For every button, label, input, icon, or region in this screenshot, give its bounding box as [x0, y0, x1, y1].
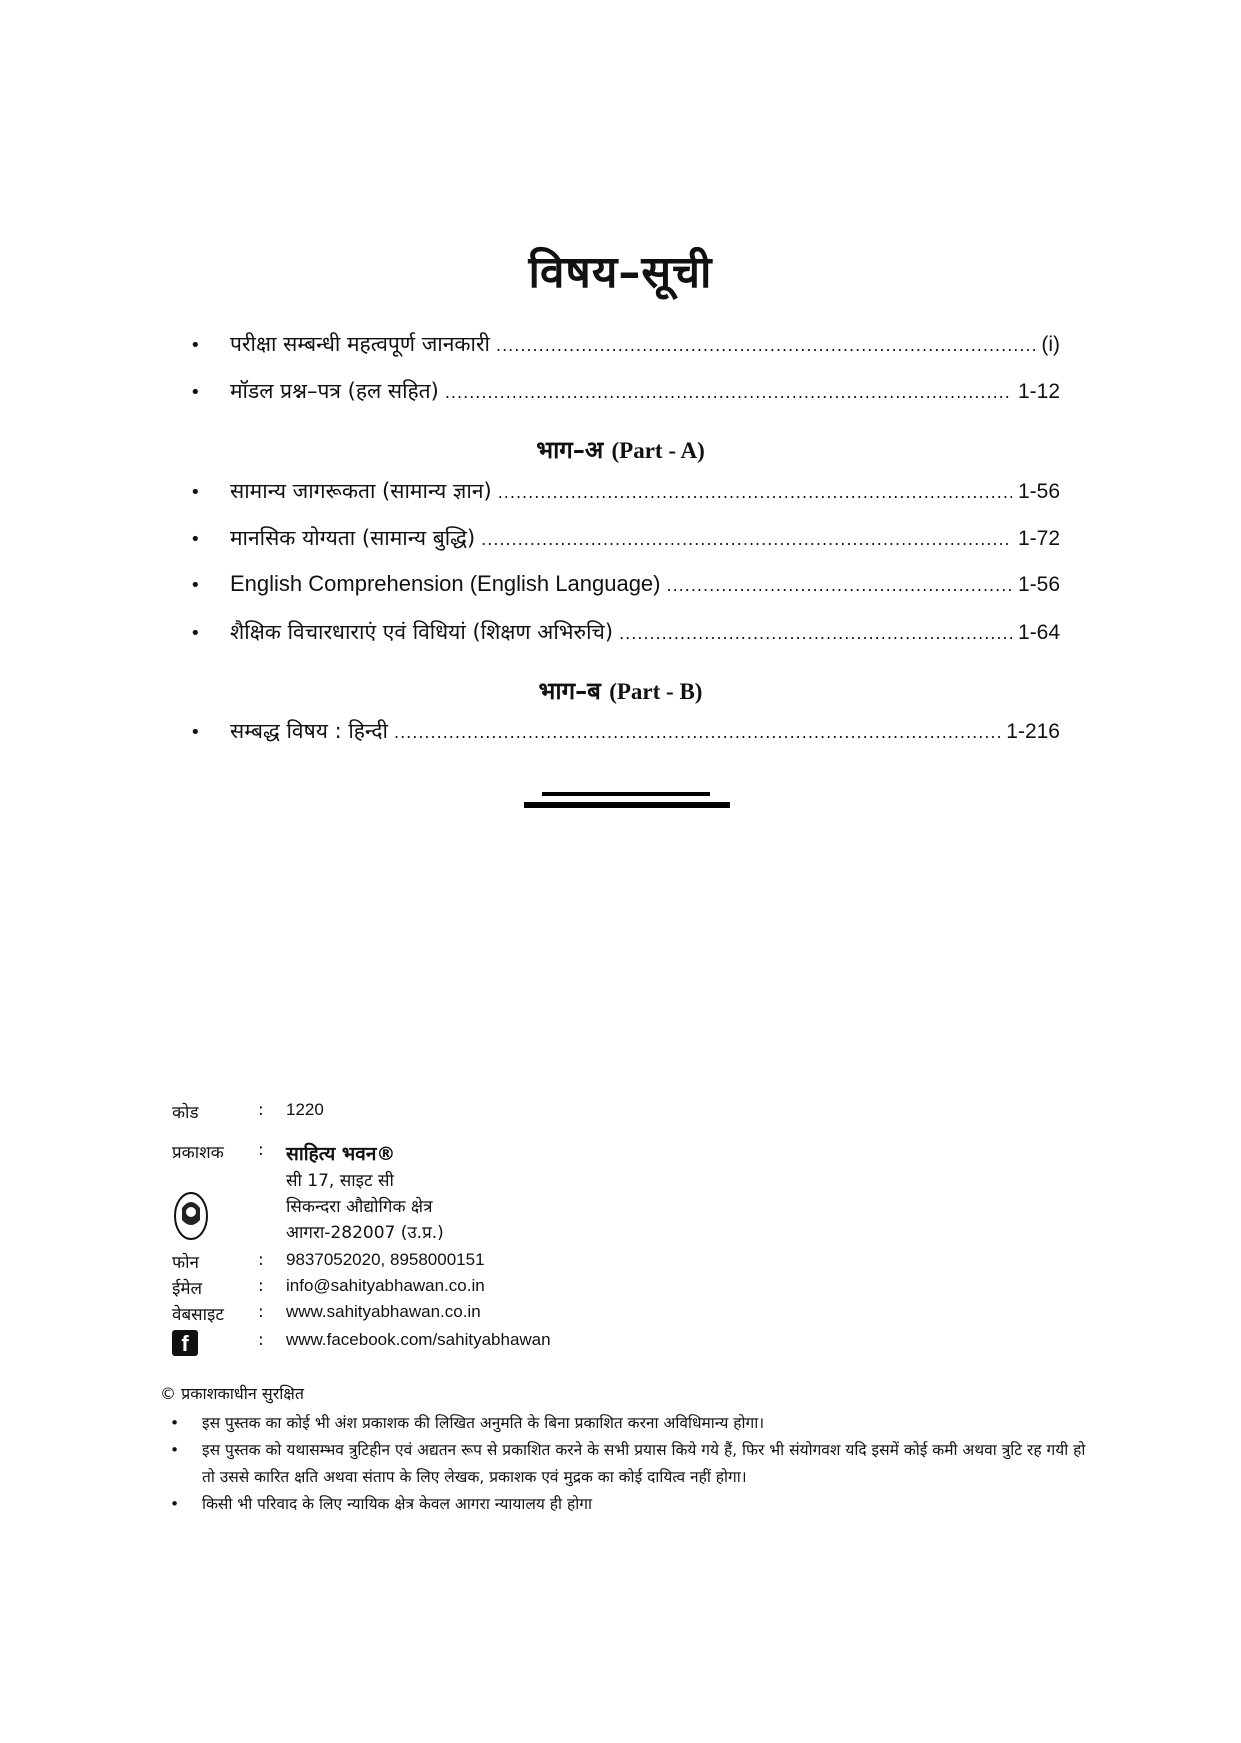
dot-leader — [394, 723, 1000, 742]
bullet: • — [190, 529, 201, 550]
legal-note-text: किसी भी परिवाद के लिए न्यायिक क्षेत्र केवल आगरा न्यायालय ही होगा — [202, 1495, 592, 1513]
toc-entry-label: शैक्षिक विचारधाराएं एवं विधियां (शिक्षण अभिरुचि) — [230, 620, 614, 644]
dot-leader — [496, 336, 1035, 355]
website-label: वेबसाइट — [172, 1305, 224, 1325]
bullet: • — [170, 1495, 180, 1513]
divider-rule-bottom — [524, 802, 730, 808]
colon: : — [258, 1250, 264, 1270]
email-label: ईमेल — [172, 1279, 203, 1299]
legal-note — [170, 1437, 1090, 1491]
page-title: विषय–सूची — [528, 247, 713, 298]
toc-entry-page: 1-56 — [1017, 480, 1060, 503]
legal-note-text: इस पुस्तक को यथासम्भव त्रुटिहीन एवं अद्यतन रूप से प्रकाशित करने के सभी प्रयास किये गये हैं, फिर भी संयोगवश यदि इसमें कोई कमी अथवा त्रुटि रह गयी हो तो उससे कारित क्षति अथवा संताप के लिए लेखक, प्रकाशक एवं मुद्रक का कोई दायित्व नहीं होगा। — [202, 1441, 1086, 1486]
colon: : — [258, 1140, 264, 1160]
phone-row — [172, 1250, 485, 1273]
legal-notes — [170, 1410, 1090, 1518]
part-a-heading — [0, 433, 1241, 466]
part-b-heading-hi: भाग–ब — [538, 677, 601, 705]
legal-note — [170, 1410, 1090, 1437]
facebook-row — [172, 1330, 551, 1356]
toc-entry — [190, 377, 1060, 411]
toc-entry-page: 1-12 — [1017, 380, 1060, 403]
part-b-heading-en: (Part - B) — [609, 679, 703, 704]
bullet: • — [190, 575, 201, 596]
toc-entry-label: परीक्षा सम्बन्धी महत्वपूर्ण जानकारी — [230, 332, 490, 356]
code-label: कोड — [172, 1103, 199, 1123]
address-line-1 — [286, 1168, 394, 1191]
address-text: आगरा-282007 (उ.प्र.) — [286, 1223, 444, 1243]
address-line-2 — [286, 1194, 433, 1217]
publisher-name: साहित्य भवन® — [286, 1143, 396, 1165]
colon: : — [258, 1302, 264, 1322]
phone-value: 9837052020, 8958000151 — [286, 1250, 485, 1269]
website-value[interactable]: www.sahityabhawan.co.in — [286, 1302, 481, 1321]
facebook-icon: f — [172, 1330, 198, 1356]
toc-entry-label: English Comprehension (English Language) — [230, 571, 661, 596]
bullet: • — [190, 335, 201, 356]
dot-leader — [481, 530, 1012, 549]
toc-entry-page: 1-64 — [1017, 621, 1060, 644]
toc-entry-label: मानसिक योग्यता (सामान्य बुद्धि) — [230, 526, 476, 550]
publisher-label: प्रकाशक — [172, 1143, 224, 1163]
colon: : — [258, 1100, 264, 1120]
address-text: सी 17, साइट सी — [286, 1171, 394, 1191]
bullet: • — [190, 722, 201, 743]
phone-label: फोन — [172, 1253, 199, 1273]
dot-leader — [445, 383, 1012, 402]
dot-leader — [667, 576, 1012, 595]
address-line-3 — [286, 1220, 444, 1243]
toc-entry — [190, 477, 1060, 511]
colon: : — [258, 1330, 264, 1350]
legal-note — [170, 1491, 1090, 1518]
address-text: सिकन्दरा औद्योगिक क्षेत्र — [286, 1197, 433, 1217]
dot-leader — [619, 624, 1012, 643]
toc-entry-page: 1-216 — [1006, 720, 1060, 743]
toc-entry-page: (i) — [1041, 333, 1060, 356]
email-row — [172, 1276, 485, 1299]
toc-entry-page: 1-72 — [1017, 527, 1060, 550]
legal-note-text: इस पुस्तक का कोई भी अंश प्रकाशक की लिखित अनुमति के बिना प्रकाशित करना अविधिमान्य होगा। — [202, 1414, 765, 1432]
divider-rule-top — [542, 792, 710, 796]
toc-entry-label: मॉडल प्रश्न–पत्र (हल सहित) — [230, 379, 439, 403]
toc-entry — [190, 618, 1060, 652]
part-a-heading-hi: भाग–अ — [536, 436, 604, 464]
toc-entry — [190, 524, 1060, 558]
toc-entry-label: सम्बद्ध विषय : हिन्दी — [230, 719, 388, 743]
part-b-heading — [0, 674, 1241, 707]
bullet: • — [170, 1414, 180, 1432]
website-row — [172, 1302, 481, 1325]
email-value[interactable]: info@sahityabhawan.co.in — [286, 1276, 485, 1295]
code-value: 1220 — [286, 1100, 324, 1119]
colon: : — [258, 1276, 264, 1296]
facebook-value[interactable]: www.facebook.com/sahityabhawan — [286, 1330, 551, 1349]
bullet: • — [190, 482, 201, 503]
publisher-logo-icon — [172, 1190, 210, 1242]
toc-entry — [190, 571, 1060, 605]
bullet: • — [170, 1441, 180, 1459]
code-row — [172, 1100, 324, 1123]
copyright-notice: © प्रकाशकाधीन सुरक्षित — [160, 1384, 304, 1403]
bullet: • — [190, 382, 201, 403]
toc-entry — [190, 330, 1060, 364]
publisher-row — [172, 1140, 395, 1166]
part-a-heading-en: (Part - A) — [611, 438, 705, 463]
bullet: • — [190, 623, 201, 644]
toc-entry-label: सामान्य जागरूकता (सामान्य ज्ञान) — [230, 479, 492, 503]
toc-entry — [190, 717, 1060, 751]
facebook-label-cell — [172, 1330, 258, 1356]
toc-entry-page: 1-56 — [1017, 573, 1060, 596]
dot-leader — [498, 483, 1012, 502]
